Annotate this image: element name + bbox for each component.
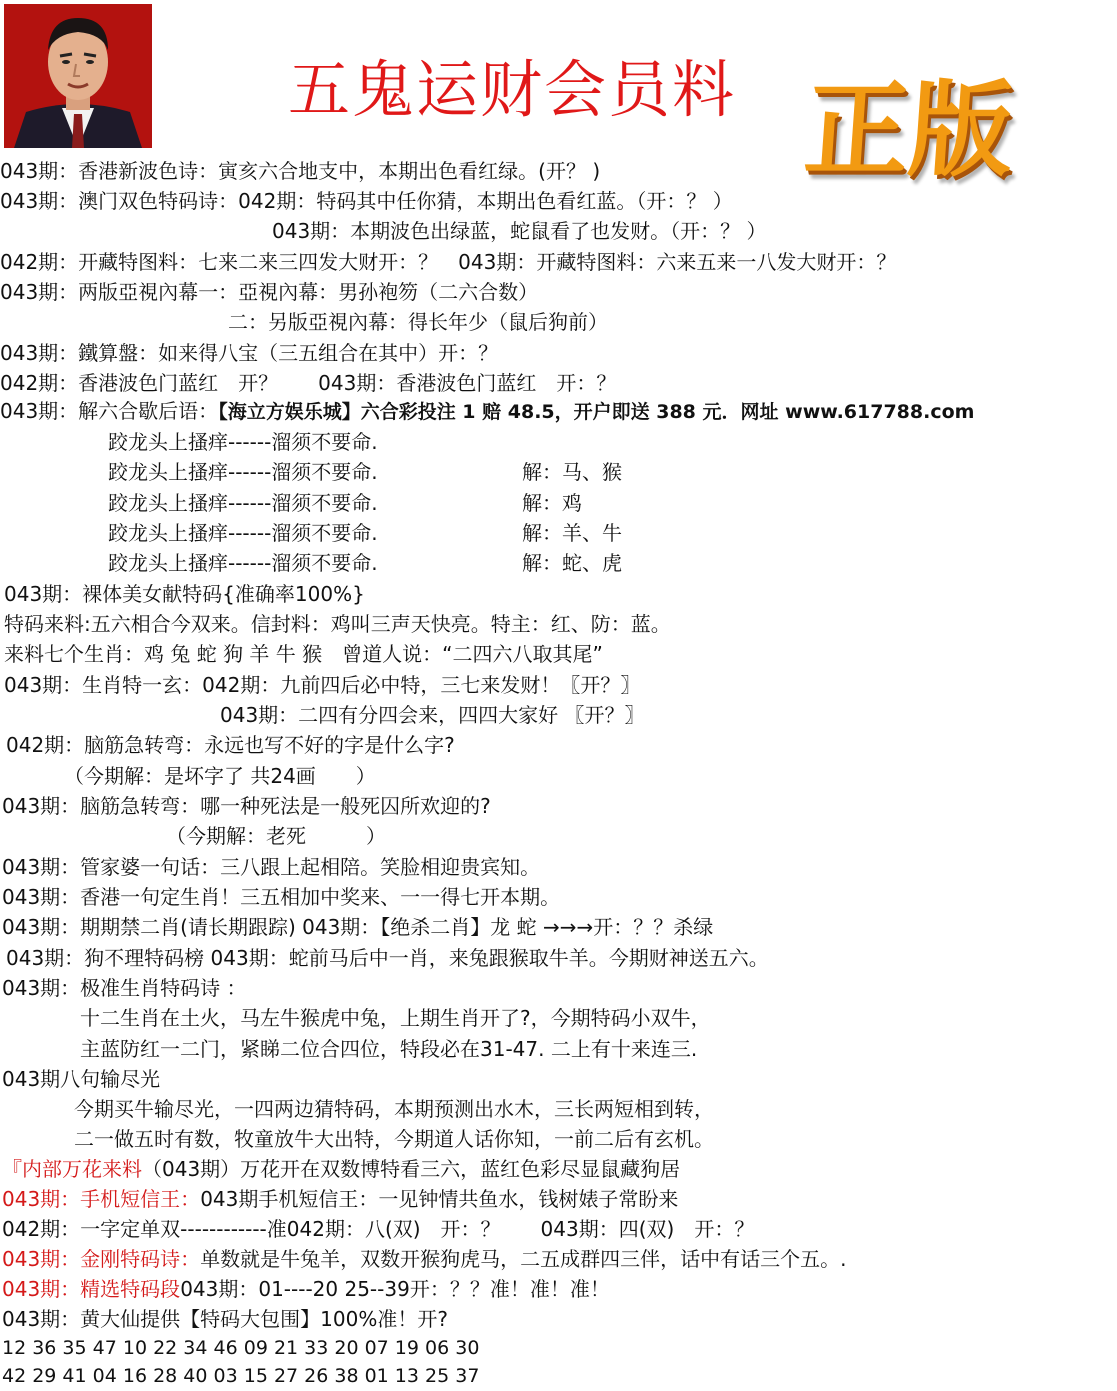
text-line: 043期：狗不理特码榜 043期：蛇前马后中一肖，来兔跟猴取牛羊。今期财神送五六。 [6, 946, 769, 970]
text-line: 042期：香港波色门蓝红 开？ 043期：香港波色门蓝红 开：？ [0, 371, 617, 395]
red-label: 043期：手机短信王： [2, 1187, 201, 1211]
text-line: 跤龙头上搔痒------溜须不要命. [108, 430, 378, 454]
text-line: 043期八句输尽光 [2, 1067, 161, 1091]
text-line [2, 1155, 680, 1183]
text-line: 特码来料:五六相合今双来。信封料：鸡叫三声天快亮。特主：红、防：蓝。 [4, 612, 671, 636]
text-line: 043期：管家婆一句话：三八跟上起相陪。笑脸相迎贵宾知。 [2, 855, 541, 879]
text-line: （今期解：是坏字了 共24画 ） [64, 764, 376, 788]
line-body: 单数就是牛兔羊，双数开猴狗虎马，二五成群四三伴，话中有话三个五。. [200, 1247, 847, 1271]
ad-text: 【海立方娱乐城】六合彩投注 1 赔 48.5，开户即送 388 元．网址 www.617788.com [218, 401, 975, 423]
answer-text: 解：羊、牛 [522, 521, 622, 545]
portrait-photo [4, 4, 152, 148]
red-label: 『内部万花来料 [2, 1157, 142, 1181]
text-line: 二：另版亞視內幕：得长年少（鼠后狗前） [228, 310, 608, 334]
text-line: 043期：期期禁二肖(请长期跟踪) 043期：【绝杀二肖】龙 蛇 →→→开：？？杀绿 [2, 915, 714, 939]
text-line: 043期：香港一句定生肖！三五相加中奖来、一一得七开本期。 [2, 885, 561, 909]
text-line: 主蓝防红一二门，紧睇二位合四位，特段必在31-47. 二上有十来连三. [80, 1037, 698, 1061]
number-row: 42 29 41 04 16 28 40 03 15 27 26 38 01 13 25 37 [2, 1365, 480, 1387]
answer-text: 解：马、猴 [522, 460, 622, 484]
text-line: 043期：鐵算盤：如来得八宝（三五组合在其中）开：？ [0, 341, 499, 365]
text-line: 042期：开藏特图料：七来二来三四发大财开：？ 043期：开藏特图料：六来五来一八发大财开：？ [0, 250, 897, 274]
text-line: 043期：生肖特一玄：042期：九前四后必中特，三七来发财！〖开？〗 [4, 673, 641, 697]
line-label: 043期：解六合歇后语： [0, 399, 219, 423]
text-line: （今期解：老死 ） [166, 824, 386, 848]
text-line [0, 397, 974, 426]
text-line: 今期买牛输尽光，一四两边猜特码，本期预测出水木，三长两短相到转， [74, 1097, 714, 1121]
text-line: 跤龙头上搔痒------溜须不要命. [108, 521, 378, 545]
text-line: 043期：两版亞視內幕一：亞視內幕：男孙袍笏（二六合数） [0, 280, 539, 304]
text-line: 043期：二四有分四会来，四四大家好 〖开？〗 [220, 703, 645, 727]
text-line [2, 1185, 678, 1213]
text-line: 042期：一字定单双------------准042期：八(双) 开：？ 043期：四(双) 开：？ [2, 1217, 755, 1241]
text-line: 043期：裸体美女献特码{准确率100%} [4, 582, 365, 606]
text-line: 043期：极准生肖特码诗 ： [2, 976, 247, 1000]
answer-text: 解：鸡 [522, 491, 582, 515]
red-label: 043期：金刚特码诗： [2, 1247, 201, 1271]
line-body: 043期：01----20 25--39开：？？准！准！准！ [180, 1277, 610, 1301]
text-line: 跤龙头上搔痒------溜须不要命. [108, 491, 378, 515]
authentic-badge: 正版 [800, 69, 1018, 191]
text-line: 跤龙头上搔痒------溜须不要命. [108, 460, 378, 484]
text-line: 二一做五时有数，牧童放牛大出特，今期道人话你知，一前二后有玄机。 [74, 1127, 714, 1151]
number-row: 12 36 35 47 10 22 34 46 09 21 33 20 07 19 06 30 [2, 1337, 480, 1359]
text-line: 042期：脑筋急转弯：永远也写不好的字是什么字? [6, 733, 455, 757]
page-title: 五鬼运财会员料 [288, 53, 737, 126]
text-line: 043期：本期波色出绿蓝，蛇鼠看了也发财。（开：？ ） [272, 219, 767, 243]
text-line: 043期：香港新波色诗：寅亥六合地支中，本期出色看红绿。(开？ ) [0, 159, 601, 183]
text-line: 来料七个生肖：鸡 兔 蛇 狗 羊 牛 猴 曾道人说：“二四六八取其尾” [4, 642, 603, 666]
text-line: 043期：黄大仙提供【特码大包围】100%准！开? [2, 1307, 448, 1331]
text-line [2, 1245, 847, 1273]
line-body: （043期）万花开在双数博特看三六，蓝红色彩尽显鼠藏狗居 [142, 1157, 681, 1181]
text-line: 十二生肖在土火，马左牛猴虎中兔，上期生肖开了?，今期特码小双牛， [80, 1006, 711, 1030]
line-body: 043期手机短信王：一见钟情共鱼水，钱树婊子常盼来 [200, 1187, 679, 1211]
red-label: 043期：精选特码段 [2, 1277, 181, 1301]
text-line: 跤龙头上搔痒------溜须不要命. [108, 551, 378, 575]
text-line: 043期：澳门双色特码诗：042期：特码其中任你猜，本期出色看红蓝。（开：？ ） [0, 189, 733, 213]
text-line [2, 1275, 610, 1303]
answer-text: 解：蛇、虎 [522, 551, 622, 575]
text-line: 043期：脑筋急转弯：哪一种死法是一般死囚所欢迎的? [2, 794, 491, 818]
